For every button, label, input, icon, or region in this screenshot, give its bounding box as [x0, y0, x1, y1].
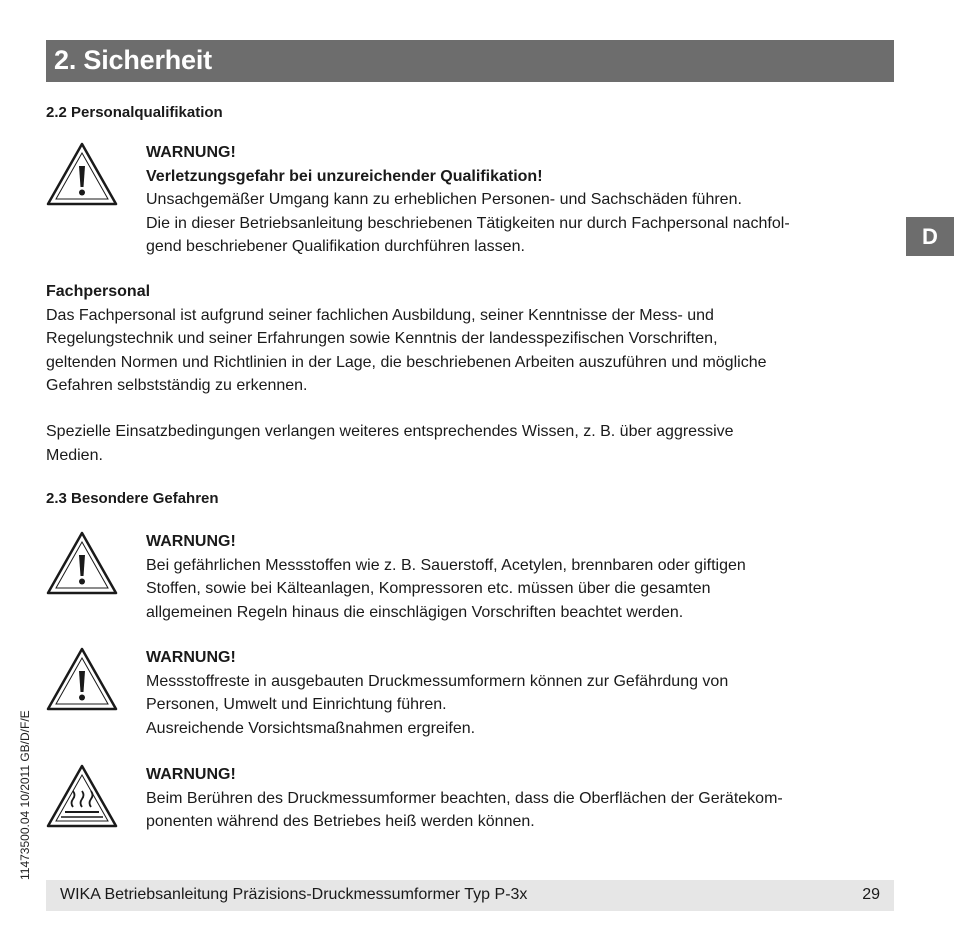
paragraph-line: geltenden Normen und Richtlinien in der Lage, die beschriebenen Arbeiten auszuführen und mögliche: [46, 353, 767, 371]
paragraph-line: Medien.: [46, 446, 103, 464]
paragraph-line: Spezielle Einsatzbedingungen verlangen weiteres entsprechendes Wissen, z. B. über aggressive: [46, 423, 734, 440]
warning-text-line: Bei gefährlichen Messstoffen wie z. B. Sauerstoff, Acetylen, brennbaren oder giftigen: [146, 556, 746, 574]
fachpersonal-heading: Fachpersonal: [46, 283, 151, 300]
warning-subtitle: Verletzungsgefahr bei unzureichender Qualifikation!: [146, 167, 543, 185]
warning-text-line: allgemeinen Regeln hinaus die einschlägigen Vorschriften beachtet werden.: [146, 603, 684, 621]
warning-text-line: Messstoffreste in ausgebauten Druckmessumformern können zur Gefährdung von: [146, 672, 729, 690]
document-code: 11473500.04 10/2011 GB/D/F/E: [18, 710, 32, 880]
warning-text-line: ponenten während des Betriebes heiß werden können.: [146, 813, 535, 830]
warning-residual-media: [146, 646, 896, 740]
warning-triangle-icon: [46, 141, 118, 207]
special-conditions-paragraph: [46, 420, 896, 467]
warning-text-line: Stoffen, sowie bei Kälteanlagen, Kompressoren etc. müssen über die gesamten: [146, 580, 711, 597]
page-number: 29: [862, 886, 880, 903]
fachpersonal-paragraph: [46, 280, 896, 398]
warning-hot-surface: [146, 763, 896, 834]
warning-text-line: Ausreichende Vorsichtsmaßnahmen ergreifen.: [146, 719, 476, 737]
warning-text-line: Die in dieser Betriebsanleitung beschriebenen Tätigkeiten nur durch Fachpersonal nachfol-: [146, 214, 790, 232]
warning-text-line: Beim Berühren des Druckmessumformer beachten, dass die Oberflächen der Gerätekom-: [146, 789, 783, 807]
footer-title: WIKA Betriebsanleitung Präzisions-Druckmessumformer Typ P-3x: [60, 886, 528, 903]
warning-qualification: [146, 141, 896, 259]
warning-text-line: Personen, Umwelt und Einrichtung führen.: [146, 696, 447, 713]
section-header-bar: [46, 40, 894, 82]
warning-triangle-icon: [46, 530, 118, 596]
warning-title: WARNUNG!: [146, 144, 236, 161]
warning-text-line: gend beschriebener Qualifikation durchführen lassen.: [146, 238, 525, 255]
warning-title: WARNUNG!: [146, 649, 236, 666]
warning-text-line: Unsachgemäßer Umgang kann zu erheblichen Personen- und Sachschäden führen.: [146, 191, 742, 208]
page-footer: [46, 880, 894, 911]
paragraph-line: Das Fachpersonal ist aufgrund seiner fachlichen Ausbildung, seiner Kenntnisse der Mess- und: [46, 306, 714, 324]
paragraph-line: Gefahren selbstständig zu erkennen.: [46, 377, 308, 394]
hot-surface-icon: [46, 763, 118, 829]
paragraph-line: Regelungstechnik und seiner Erfahrungen sowie Kenntnis der landesspezifischen Vorschriften,: [46, 330, 718, 347]
page-title: 2. Sicherheit: [54, 45, 212, 75]
warning-title: WARNUNG!: [146, 766, 236, 783]
warning-title: WARNUNG!: [146, 533, 236, 550]
section-heading-2-2: 2.2 Personalqualifikation: [46, 104, 223, 121]
warning-hazardous-media: [146, 530, 896, 624]
warning-triangle-icon: [46, 646, 118, 712]
language-tab[interactable]: D: [906, 217, 954, 256]
section-heading-2-3: 2.3 Besondere Gefahren: [46, 490, 219, 507]
